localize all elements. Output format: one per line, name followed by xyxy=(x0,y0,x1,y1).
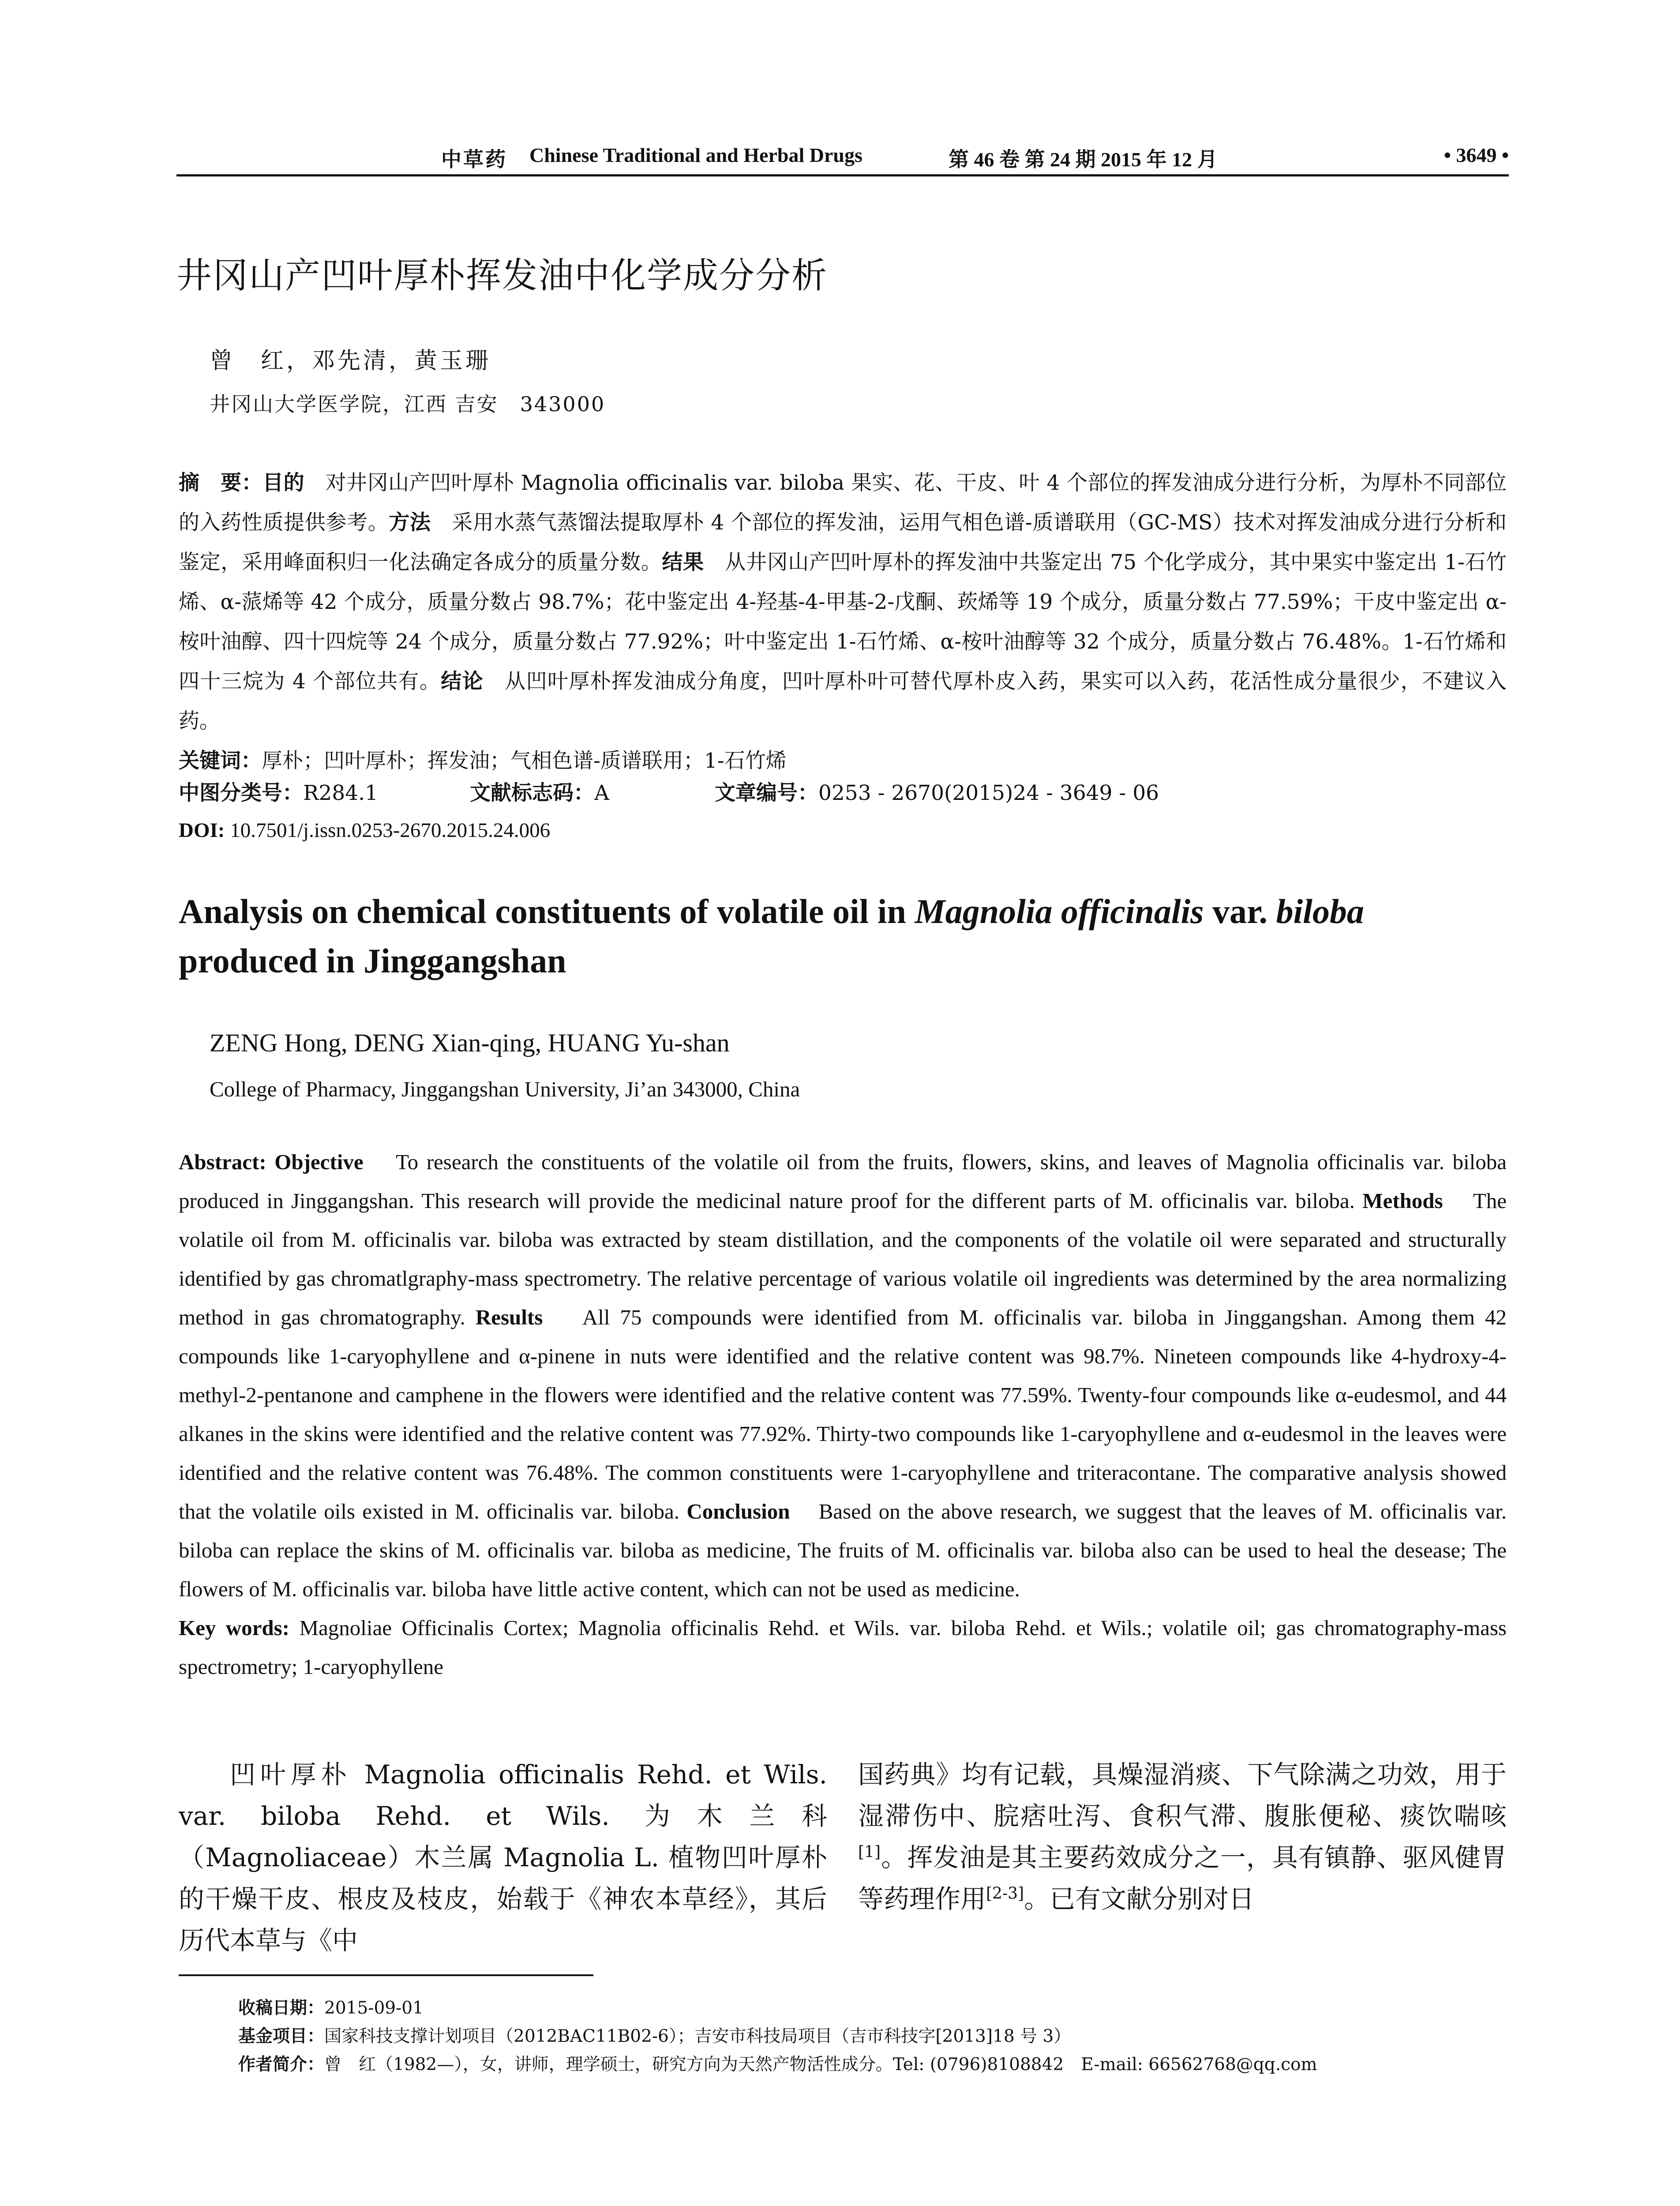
conclusion-text-en: Based on the above research, we suggest that the leaves of M. officinalis var. biloba can replace the skins of M. officinalis var. biloba as medicine, The fruits of M. officinalis var. biloba also can be used to heal the desease; The flowers of M. officinalis var. biloba have little active content, which can not be used as medicine. xyxy=(179,1499,1507,1601)
abstract-label-cn: 摘 要： xyxy=(179,471,263,495)
conclusion-text-cn: 从凹叶厚朴挥发油成分角度，凹叶厚朴叶可替代厚朴皮入药，果实可以入药，花活性成分量很少，不建议入药。 xyxy=(179,669,1507,733)
results-text-en: All 75 compounds were identified from M. officinalis var. biloba in Jinggangshan. Among them 42 compounds like 1-caryophyllene and α-pinene in nuts were identified and the relative content was 98.7%. Nineteen compounds like 4-hydroxy-4-methyl-2-pentanone and camphene in the flowers were identified and the relative content was 77.59%. Twenty-four compounds like α-eudesmol, and 44 alkanes in the skins were identified and the relative content was 77.92%. Thirty-two compounds like 1-caryophyllene and α-eudesmol in the leaves were identified and the relative content was 76.48%. The common constituents were 1-caryophyllene and triteracontane. The comparative analysis showed that the volatile oils existed in M. officinalis var. biloba. xyxy=(179,1305,1507,1523)
fund-value: 国家科技支撑计划项目（2012BAC11B02-6）；吉安市科技局项目（吉市科技字[2013]18 号 3） xyxy=(324,2026,1071,2046)
issue-info: 第 46 卷 第 24 期 2015 年 12 月 xyxy=(949,148,1218,171)
doi-label: DOI: xyxy=(179,819,225,842)
fund-label: 基金项目： xyxy=(238,2026,325,2046)
keywords-text-cn: 厚朴；凹叶厚朴；挥发油；气相色谱-质谱联用；1-石竹烯 xyxy=(262,749,787,773)
abstract-cn xyxy=(179,463,1507,781)
results-text-cn: 从井冈山产凹叶厚朴的挥发油中共鉴定出 75 个化学成分，其中果实中鉴定出 1-石竹烯、α-蒎烯等 42 个成分，质量分数占 98.7%；花中鉴定出 4-羟基-4-甲基-2-戊酮、莰烯等 19 个成分，质量分数占 77.59%；干皮中鉴定出 α-桉叶油醇、四十四烷等 24 个成分，质量分数占 77.92%；叶中鉴定出 1-石竹烯、α-桉叶油醇等 32 个成分，质量分数占 76.48%。1-石竹烯和四十三烷为 4 个部位共有。 xyxy=(179,550,1507,694)
article-title-cn: 井冈山产凹叶厚朴挥发油中化学成分分析 xyxy=(176,255,828,296)
conclusion-label-cn: 结论 xyxy=(441,669,484,694)
running-header xyxy=(176,139,1509,174)
title-en-part1: Analysis on chemical constituents of volatile oil in xyxy=(179,892,915,930)
body-right-text-a: 国药典》均有记载，具燥湿消痰、下气除满之功效，用于湿滞伤中、脘痞吐泻、食积气滞、腹胀便秘、痰饮喘咳 xyxy=(858,1760,1507,1831)
doi-value: 10.7501/j.issn.0253-2670.2015.24.006 xyxy=(230,819,551,842)
keywords-label-en: Key words: xyxy=(179,1616,290,1640)
received-value: 2015-09-01 xyxy=(324,1998,424,2018)
keywords-label-cn: 关键词： xyxy=(179,749,262,773)
objective-label-cn: 目的 xyxy=(262,471,305,495)
methods-label-en: Methods xyxy=(1362,1189,1443,1213)
objective-text-en: To research the constituents of the volatile oil from the fruits, flowers, skins, and leaves of Magnolia officinalis var. biloba produced in Jinggangshan. This research will provide the medicinal nature proof for the different parts of M. officinalis var. biloba. xyxy=(179,1150,1507,1213)
methods-label-cn: 方法 xyxy=(389,510,431,535)
citation-1[interactable]: [1] xyxy=(858,1843,881,1861)
title-en-italic: Magnolia officinalis xyxy=(915,892,1204,930)
affiliation-en: College of Pharmacy, Jinggangshan University, Ji’an 343000, China xyxy=(210,1077,800,1101)
body-right-text-c: 。已有文献分别对日 xyxy=(1024,1884,1255,1914)
article-no-value: 0253 - 2670(2015)24 - 3649 - 06 xyxy=(818,781,1159,805)
keywords-cn xyxy=(179,741,1507,781)
doc-code-value: A xyxy=(594,781,609,805)
objective-text-cn: 对井冈山产凹叶厚朴 Magnolia officinalis var. biloba 果实、花、干皮、叶 4 个部位的挥发油成分进行分析，为厚朴不同部位的入药性质提供参考。 xyxy=(179,471,1507,535)
clc-label: 中图分类号： xyxy=(179,781,303,805)
author-bio-label: 作者简介： xyxy=(238,2055,325,2075)
journal-name-cn: 中草药 xyxy=(441,148,507,171)
body-column-right xyxy=(858,1754,1507,1920)
clc-value: R284.1 xyxy=(303,781,378,805)
keywords-en xyxy=(179,1609,1507,1686)
body-column-left: 凹叶厚朴 Magnolia officinalis Rehd. et Wils. var. biloba Rehd. et Wils. 为木兰科（Magnoliaceae）木兰属 Magnolia L. 植物凹叶厚朴的干燥干皮、根皮及枝皮，始载于《神农本草经》，其后历代本草与《中 xyxy=(179,1760,827,1955)
article-no-label: 文章编号： xyxy=(715,781,818,805)
classification-row xyxy=(179,777,1507,803)
footnote-author xyxy=(238,2051,1518,2079)
article-title-en xyxy=(179,887,1507,986)
conclusion-label-en: Conclusion xyxy=(686,1499,790,1523)
keywords-text-en: Magnoliae Officinalis Cortex; Magnolia officinalis Rehd. et Wils. var. biloba Rehd. et Wils.; volatile oil; gas chromatography-mass spectrometry; 1-caryophyllene xyxy=(179,1616,1507,1679)
author-bio-value: 曾 红（1982—），女，讲师，理学硕士，研究方向为天然产物活性成分。Tel: (0796)8108842 E-mail: 66562768@qq.com xyxy=(324,2055,1317,2075)
citation-2-3[interactable]: [2-3] xyxy=(986,1884,1024,1903)
authors-cn: 曾 红，邓先清，黄玉珊 xyxy=(210,348,491,374)
results-label-cn: 结果 xyxy=(662,550,704,574)
results-label-en: Results xyxy=(475,1305,543,1329)
authors-en: ZENG Hong, DENG Xian-qing, HUANG Yu-shan xyxy=(210,1028,730,1057)
header-rule xyxy=(176,174,1509,176)
abstract-label-en: Abstract: Objective xyxy=(179,1150,364,1174)
received-label: 收稿日期： xyxy=(238,1998,325,2018)
footnote-received xyxy=(238,1994,1518,2022)
methods-text-cn: 采用水蒸气蒸馏法提取厚朴 4 个部位的挥发油，运用气相色谱-质谱联用（GC-MS）技术对挥发油成分进行分析和鉴定，采用峰面积归一化法确定各成分的质量分数。 xyxy=(179,510,1507,574)
doc-code-label: 文献标志码： xyxy=(470,781,594,805)
affiliation-cn: 井冈山大学医学院，江西 吉安 343000 xyxy=(210,392,606,416)
footnote-fund xyxy=(238,2022,1518,2051)
title-en-part2: var. xyxy=(1204,892,1276,930)
page-number: • 3649 • xyxy=(1444,144,1509,166)
title-en-italic2: biloba xyxy=(1276,892,1364,930)
methods-text-en: The volatile oil from M. officinalis var. biloba was extracted by steam distillation, and the components of the volatile oil were separated and structurally identified by gas chromatlgraphy-mass spectrometry. The relative percentage of various volatile oil ingredients was determined by the area normalizing method in gas chromatography. xyxy=(179,1189,1507,1329)
footnote-rule xyxy=(179,1974,593,1976)
footnotes xyxy=(238,1994,1518,2079)
doi-line xyxy=(179,818,550,842)
journal-name-en: Chinese Traditional and Herbal Drugs xyxy=(529,144,862,166)
body-right-text-b: 。挥发油是其主要药效成分之一，具有镇静、驱风健胃等药理作用 xyxy=(858,1842,1507,1914)
abstract-en xyxy=(179,1143,1507,1686)
title-en-line2: produced in Jinggangshan xyxy=(179,942,566,980)
